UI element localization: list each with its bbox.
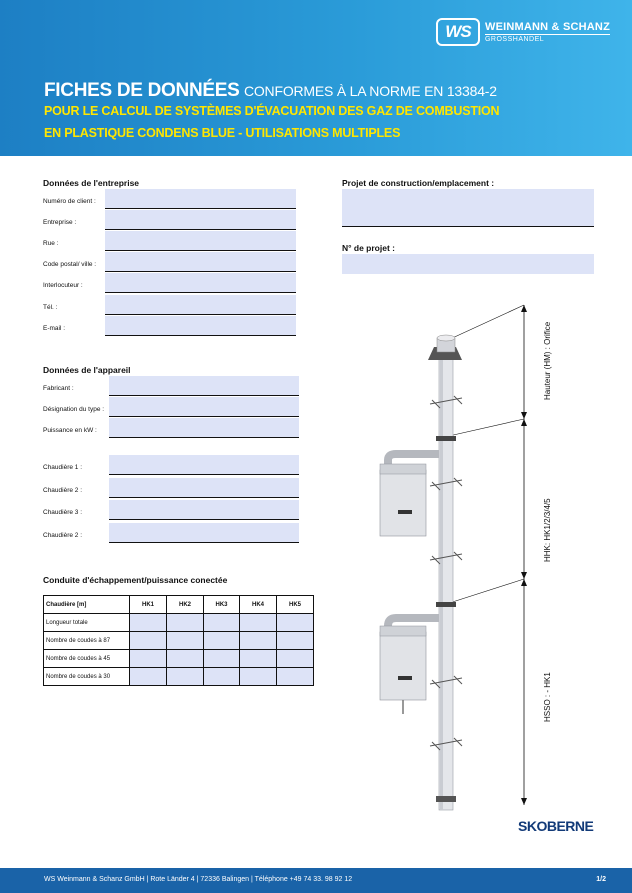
column-header: Chaudière [m]: [44, 596, 130, 614]
company-section-title: Données de l'entreprise: [43, 178, 140, 188]
arrow-icon: [521, 572, 527, 579]
column-header: HK2: [167, 596, 204, 614]
table-cell[interactable]: [130, 650, 167, 668]
field-label: Fabricant :: [43, 385, 74, 392]
project-number-field[interactable]: [342, 254, 594, 274]
field-label: Numéro de client :: [43, 198, 96, 205]
company-row: [43, 252, 296, 272]
company-row: [43, 210, 296, 230]
page-number: 1/2: [596, 876, 606, 883]
appliance-row: [43, 418, 299, 438]
brand-name: SKOBERNE: [518, 818, 594, 834]
field-label: Désignation du type :: [43, 406, 105, 413]
project-row: [342, 254, 594, 274]
type-designation-field[interactable]: [109, 397, 299, 417]
arrow-icon: [521, 798, 527, 805]
boiler-row: [43, 500, 299, 520]
field-label: Code postal/ ville :: [43, 261, 97, 268]
leader-line: [448, 305, 524, 340]
table-cell[interactable]: [240, 632, 277, 650]
title-bold: FICHES DE DONNÉES: [44, 80, 240, 101]
project-row: [342, 189, 594, 209]
chimney-diagram: [340, 300, 590, 820]
collar: [436, 602, 456, 607]
table-cell[interactable]: [167, 668, 204, 686]
table-cell[interactable]: [130, 632, 167, 650]
title-light: CONFORMES À LA NORME EN 13384-2: [243, 83, 497, 99]
manufacturer-field[interactable]: [109, 376, 299, 396]
table-cell[interactable]: [167, 632, 204, 650]
field-label: Tél. :: [43, 304, 58, 311]
table-cell[interactable]: [204, 650, 240, 668]
company-row: [43, 295, 296, 315]
company-row: [43, 273, 296, 293]
company-row: [43, 316, 296, 336]
company-logo: [436, 18, 610, 46]
logo-badge: WS: [436, 18, 480, 46]
table-cell[interactable]: [130, 668, 167, 686]
column-header: HK5: [277, 596, 314, 614]
company-field[interactable]: [105, 210, 296, 230]
contact-person-field[interactable]: [105, 273, 296, 293]
project-row: [342, 207, 594, 227]
field-label: Puissance en kW :: [43, 427, 97, 434]
column-header: HK3: [204, 596, 240, 614]
table-cell[interactable]: [240, 614, 277, 632]
project-number-title: N° de projet :: [342, 243, 395, 253]
table-cell[interactable]: [167, 614, 204, 632]
subtitle-line-1: POUR LE CALCUL DE SYSTÈMES D'ÉVACUATION DES GAZ DE COMBUSTION: [44, 104, 500, 118]
boiler-4-field[interactable]: [109, 523, 299, 543]
row-label: Nombre de coudes à 30: [44, 668, 130, 686]
street-field[interactable]: [105, 231, 296, 251]
table-cell[interactable]: [130, 614, 167, 632]
label-mid: HHK: HK1/2/3/4/5: [543, 498, 552, 562]
boiler-row: [43, 455, 299, 475]
collar: [436, 436, 456, 441]
client-number-field[interactable]: [105, 189, 296, 209]
arrow-icon: [521, 579, 527, 586]
appliance-row: [43, 397, 299, 417]
table-row: [44, 650, 314, 668]
company-row: [43, 189, 296, 209]
column-header: HK1: [130, 596, 167, 614]
boiler-2-icon: [380, 632, 426, 700]
table-cell[interactable]: [277, 668, 314, 686]
pipe-shade: [440, 340, 443, 810]
table-cell[interactable]: [240, 650, 277, 668]
table-cell[interactable]: [277, 650, 314, 668]
postcode-city-field[interactable]: [105, 252, 296, 272]
row-label: Longueur totale: [44, 614, 130, 632]
footer-text: WS Weinmann & Schanz GmbH | Rote Länder 4 | 72336 Balingen | Téléphone +49 74 33. 98 92 12: [44, 876, 353, 883]
phone-field[interactable]: [105, 295, 296, 315]
field-label: E-mail :: [43, 325, 66, 332]
field-label: Chaudière 2 :: [43, 487, 83, 494]
arrow-icon: [521, 412, 527, 419]
table-cell[interactable]: [277, 614, 314, 632]
row-label: Nombre de coudes à 45: [44, 650, 130, 668]
table-cell[interactable]: [204, 632, 240, 650]
table-header-row: [44, 596, 314, 614]
field-label: Chaudière 1 :: [43, 464, 83, 471]
brand-logo: [518, 818, 593, 834]
appliance-section-title: Données de l'appareil: [43, 365, 131, 375]
appliance-row: [43, 376, 299, 396]
boiler-1-field[interactable]: [109, 455, 299, 475]
boiler-row: [43, 523, 299, 543]
header-banner: [0, 0, 632, 156]
project-location-field-1[interactable]: [342, 189, 594, 209]
project-section-title: Projet de construction/emplacement :: [342, 178, 495, 188]
table-row: [44, 668, 314, 686]
field-label: Rue :: [43, 240, 59, 247]
label-top: Hauteur (HM) : Orifice: [543, 321, 552, 400]
exhaust-section-title: Conduite d'échappement/puissance conectée: [43, 575, 228, 585]
exhaust-table: [43, 595, 314, 686]
boiler-2-field[interactable]: [109, 478, 299, 498]
subtitle-line-2: EN PLASTIQUE CONDENS BLUE - UTILISATIONS MULTIPLES: [44, 126, 401, 140]
row-label: Nombre de coudes à 87: [44, 632, 130, 650]
column-header: HK4: [240, 596, 277, 614]
table-cell[interactable]: [167, 650, 204, 668]
email-field[interactable]: [105, 316, 296, 336]
logo-sub: GROSSHANDEL: [485, 34, 610, 43]
company-row: [43, 231, 296, 251]
collar: [436, 796, 456, 802]
label-bot: HSSO : - HK1: [543, 672, 552, 722]
power-kw-field[interactable]: [109, 418, 299, 438]
field-label: Entreprise :: [43, 219, 77, 226]
table-cell[interactable]: [277, 632, 314, 650]
field-label: Interlocuteur :: [43, 282, 83, 289]
table-cell[interactable]: [240, 668, 277, 686]
table-cell[interactable]: [204, 668, 240, 686]
project-location-field-2[interactable]: [342, 207, 594, 227]
boiler-row: [43, 478, 299, 498]
table-row: [44, 632, 314, 650]
boiler-1-icon: [380, 470, 426, 536]
arrow-icon: [521, 419, 527, 426]
field-label: Chaudière 3 :: [43, 509, 83, 516]
logo-name: WEINMANN & SCHANZ: [484, 21, 610, 33]
table-row: [44, 614, 314, 632]
boiler-3-field[interactable]: [109, 500, 299, 520]
footer: [0, 868, 632, 893]
page-title: [44, 80, 497, 102]
table-cell[interactable]: [204, 614, 240, 632]
field-label: Chaudière 2 :: [43, 532, 83, 539]
